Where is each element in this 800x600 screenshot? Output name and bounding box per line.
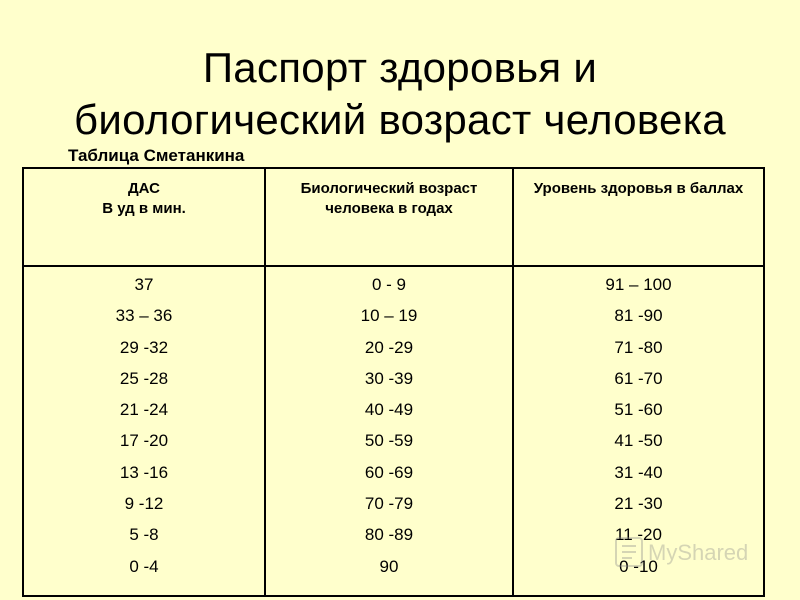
column-header: Биологический возраст человека в годах: [266, 169, 512, 267]
watermark-logo: [612, 532, 772, 572]
table-cell: 9 -12: [124, 494, 164, 514]
title-line-1: Паспорт здоровья и: [202, 44, 598, 91]
page-title: [0, 42, 800, 146]
column-cells: [24, 267, 264, 582]
watermark-text: MyShared: [648, 540, 749, 565]
table-cell: 80 -89: [364, 525, 414, 545]
table-cell: 11 -20: [615, 525, 662, 545]
table-cell: 90: [379, 556, 399, 576]
column-header: [24, 169, 264, 267]
table-cell: 61 -70: [614, 368, 663, 388]
table-cell: 21 -24: [119, 400, 169, 420]
table-cell: 70 -79: [364, 494, 414, 514]
table-cell: 81 -90: [614, 306, 663, 326]
table-cell: 31 -40: [614, 462, 663, 482]
table-cell: 71 -80: [614, 337, 663, 357]
column-biological-age: [266, 169, 514, 595]
table-cell: 0 -10: [619, 556, 658, 576]
table-cell: 29 -32: [119, 337, 169, 357]
table-cell: 10 – 19: [360, 306, 418, 326]
column-header: Уровень здоровья в баллах: [514, 169, 763, 267]
table-cell: 51 -60: [614, 400, 663, 420]
table-cell: 25 -28: [119, 368, 169, 388]
table-caption: Таблица Сметанкина: [68, 146, 245, 165]
table-cell: 60 -69: [364, 462, 414, 482]
column-cells: [266, 267, 512, 582]
table-cell: 30 -39: [364, 368, 414, 388]
header-line-1: ДАС: [128, 180, 160, 197]
table-cell: 17 -20: [119, 431, 169, 451]
table-cell: 21 -30: [614, 494, 663, 514]
table-cell: 41 -50: [614, 431, 663, 451]
title-line-2: биологический возраст человека: [74, 96, 726, 143]
table-cell: 0 -4: [129, 556, 159, 576]
table-cell: 37: [134, 275, 154, 294]
column-heart-rate: [24, 169, 266, 595]
table-cell: 91 – 100: [605, 275, 672, 294]
header-line-2: В уд в мин.: [102, 200, 186, 217]
table-cell: 20 -29: [364, 337, 414, 357]
table-cell: 0 - 9: [371, 275, 407, 294]
table-cell: 40 -49: [364, 400, 414, 420]
table-cell: 33 – 36: [115, 306, 173, 326]
table-cell: 50 -59: [364, 431, 414, 451]
table-cell: 5 -8: [129, 525, 159, 545]
table-cell: 13 -16: [119, 462, 169, 482]
